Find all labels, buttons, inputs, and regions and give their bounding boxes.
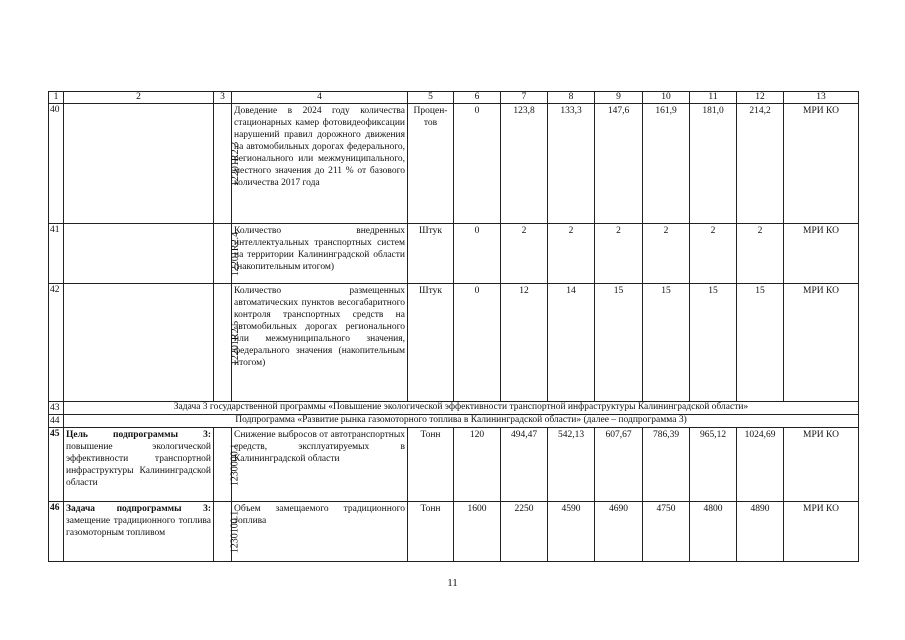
column-number: 4 bbox=[232, 92, 408, 104]
value-cell: 15 bbox=[595, 284, 643, 402]
column-number: 3 bbox=[214, 92, 232, 104]
table-row bbox=[49, 502, 859, 562]
value-cell: 15 bbox=[643, 284, 690, 402]
value-cell: 15 bbox=[737, 284, 784, 402]
table-row bbox=[49, 415, 859, 428]
responsible: МРИ КО bbox=[784, 104, 859, 224]
value-cell: 2 bbox=[643, 224, 690, 284]
table-row bbox=[49, 428, 859, 502]
task-cell bbox=[64, 502, 214, 562]
indicator-code: 12201R2.5 bbox=[214, 284, 232, 402]
table-row bbox=[49, 104, 859, 224]
goal-cell bbox=[64, 224, 214, 284]
row-number: 42 bbox=[49, 284, 64, 402]
column-number: 12 bbox=[737, 92, 784, 104]
indicators-table bbox=[48, 91, 859, 562]
value-cell: 14 bbox=[548, 284, 595, 402]
column-number-row bbox=[49, 92, 859, 104]
column-number: 10 bbox=[643, 92, 690, 104]
value-cell: 147,6 bbox=[595, 104, 643, 224]
value-cell: 133,3 bbox=[548, 104, 595, 224]
value-cell: 12 bbox=[501, 284, 548, 402]
value-cell: 1024,69 bbox=[737, 428, 784, 502]
value-cell: 965,12 bbox=[690, 428, 737, 502]
value-cell: 181,0 bbox=[690, 104, 737, 224]
goal-cell bbox=[64, 284, 214, 402]
column-number: 13 bbox=[784, 92, 859, 104]
value-cell: 2250 bbox=[501, 502, 548, 562]
row-number: 41 bbox=[49, 224, 64, 284]
indicator-code: 12201R2.3 bbox=[214, 104, 232, 224]
column-number: 11 bbox=[690, 92, 737, 104]
indicator-code: 1230000.1 bbox=[214, 428, 232, 502]
value-cell: 2 bbox=[690, 224, 737, 284]
responsible: МРИ КО bbox=[784, 428, 859, 502]
value-cell: 4690 bbox=[595, 502, 643, 562]
indicator-name: Доведение в 2024 году количества стационарных камер фотовидеофиксации нарушений правил дорожного движения на автомобильных дорогах федерального, регионального или межмуниципального, местного значения до 211 % от базового количества 2017 года bbox=[232, 104, 408, 224]
goal-label: Цель подпрограммы 3: bbox=[66, 430, 211, 440]
row-number: 40 bbox=[49, 104, 64, 224]
task-label: Задача подпрограммы 3: bbox=[66, 504, 211, 514]
responsible: МРИ КО bbox=[784, 284, 859, 402]
value-cell: 2 bbox=[548, 224, 595, 284]
goal-cell bbox=[64, 104, 214, 224]
column-number: 6 bbox=[454, 92, 501, 104]
value-cell: 4590 bbox=[548, 502, 595, 562]
value-cell: 2 bbox=[737, 224, 784, 284]
value-cell: 0 bbox=[454, 284, 501, 402]
goal-text: повышение экологической эффективности транспортной инфраструктуры Калининградской области bbox=[66, 442, 211, 488]
indicator-name: Объем замещаемого традиционного топлива bbox=[232, 502, 408, 562]
column-number: 5 bbox=[408, 92, 454, 104]
page-number: 11 bbox=[447, 577, 458, 589]
row-number: 44 bbox=[49, 415, 64, 428]
column-number: 7 bbox=[501, 92, 548, 104]
indicator-code: 12201R2.4 bbox=[214, 224, 232, 284]
value-cell: 123,8 bbox=[501, 104, 548, 224]
row-number: 45 bbox=[49, 428, 64, 502]
unit: Тонн bbox=[408, 428, 454, 502]
value-cell: 607,67 bbox=[595, 428, 643, 502]
value-cell: 4750 bbox=[643, 502, 690, 562]
value-cell: 1600 bbox=[454, 502, 501, 562]
table-row bbox=[49, 402, 859, 415]
value-cell: 2 bbox=[595, 224, 643, 284]
table-row bbox=[49, 224, 859, 284]
subprogram-heading: Подпрограмма «Развитие рынка газомоторного топлива в Калининградской области» (далее – подпрограмма 3) bbox=[64, 415, 859, 428]
value-cell: 494,47 bbox=[501, 428, 548, 502]
indicator-name: Количество размещенных автоматических пунктов весогабаритного контроля транспортных средств на автомобильных дорогах регионального или межмуниципального значения, федерального значения (накопительным итогом) bbox=[232, 284, 408, 402]
indicator-name: Количество внедренных интеллектуальных транспортных систем на территории Калининградской области (накопительным итогом) bbox=[232, 224, 408, 284]
column-number: 2 bbox=[64, 92, 214, 104]
responsible: МРИ КО bbox=[784, 224, 859, 284]
indicator-name: Снижение выбросов от автотранспортных средств, эксплуатируемых в Калининградской области bbox=[232, 428, 408, 502]
column-number: 9 bbox=[595, 92, 643, 104]
indicator-code: 1230100.1 bbox=[214, 502, 232, 562]
value-cell: 542,13 bbox=[548, 428, 595, 502]
unit: Тонн bbox=[408, 502, 454, 562]
column-number: 1 bbox=[49, 92, 64, 104]
value-cell: 0 bbox=[454, 224, 501, 284]
value-cell: 120 bbox=[454, 428, 501, 502]
row-number: 43 bbox=[49, 402, 64, 415]
task-text: замещение традиционного топлива газомоторным топливом bbox=[66, 516, 211, 538]
unit: Штук bbox=[408, 284, 454, 402]
value-cell: 4890 bbox=[737, 502, 784, 562]
row-number: 46 bbox=[49, 502, 64, 562]
responsible: МРИ КО bbox=[784, 502, 859, 562]
program-task-heading: Задача 3 государственной программы «Повышение экологической эффективности транспортной инфраструктуры Калининградской области» bbox=[64, 402, 859, 415]
goal-cell bbox=[64, 428, 214, 502]
value-cell: 786,39 bbox=[643, 428, 690, 502]
value-cell: 2 bbox=[501, 224, 548, 284]
value-cell: 0 bbox=[454, 104, 501, 224]
value-cell: 15 bbox=[690, 284, 737, 402]
value-cell: 4800 bbox=[690, 502, 737, 562]
unit: Штук bbox=[408, 224, 454, 284]
column-number: 8 bbox=[548, 92, 595, 104]
unit: Процен-тов bbox=[408, 104, 454, 224]
table-row bbox=[49, 284, 859, 402]
value-cell: 214,2 bbox=[737, 104, 784, 224]
value-cell: 161,9 bbox=[643, 104, 690, 224]
